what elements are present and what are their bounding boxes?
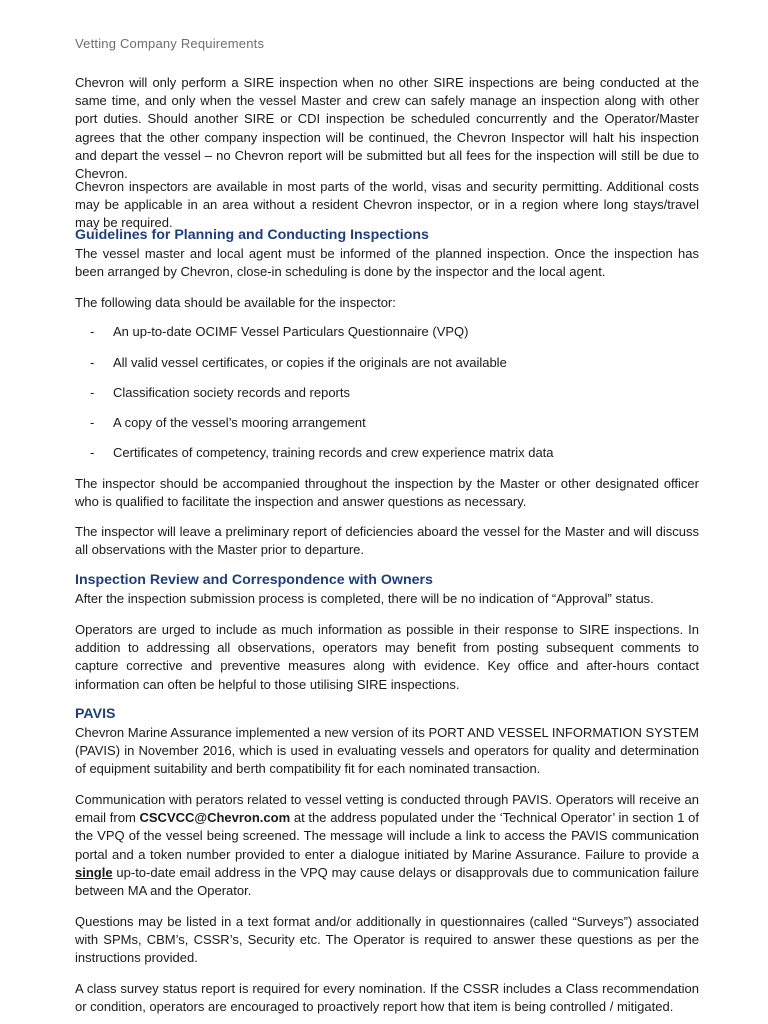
list-item-text: All valid vessel certificates, or copies if the originals are not available xyxy=(113,355,507,370)
intro-paragraph-1: Chevron will only perform a SIRE inspection when no other SIRE inspections are being conducted at the same time, and only when the vessel Master and crew can safely manage an inspection along with other port duties. Should another SIRE or CDI inspection be scheduled concurrently and the Operator/Master agrees that the other company inspection will be continued, the Chevron Inspector will halt his inspection and depart the vessel – no Chevron report will be submitted but all fees for the inspection will still be due to Chevron. xyxy=(75,75,699,182)
list-item xyxy=(90,323,468,341)
pavis-paragraph-2-part-2: at the address populated under the ‘Technical Operator’ in section 1 of the VPQ of the vessel being screened. The message will include a link to access the PAVIS communication portal and a token number provided to enter a dialogue initiated by Marine Assurance. Failure to provide a xyxy=(75,810,699,862)
list-item-text: A copy of the vessel’s mooring arrangement xyxy=(113,415,366,430)
list-item-text: Classification society records and reports xyxy=(113,385,350,400)
list-item xyxy=(90,444,554,462)
bullet-dash: - xyxy=(90,355,95,370)
list-item-text: An up-to-date OCIMF Vessel Particulars Questionnaire (VPQ) xyxy=(113,324,469,339)
guidelines-paragraph-4: The inspector will leave a preliminary report of deficiencies aboard the vessel for the Master and will discuss all observations with the Master prior to departure. xyxy=(75,524,699,558)
pavis-paragraph-2-part-3: up-to-date email address in the VPQ may cause delays or disapprovals due to communication failure between MA and the Operator. xyxy=(75,864,699,899)
guidelines-heading: Guidelines for Planning and Conducting Inspections xyxy=(75,227,429,243)
bullet-dash: - xyxy=(90,324,95,339)
list-item xyxy=(90,384,350,402)
pavis-paragraph-3: Questions may be listed in a text format and/or additionally in questionnaires (called “Surveys”) associated with SPMs, CBM’s, CSSR’s, Security etc. The Operator is required to answer these questions as per the instructions provided. xyxy=(75,914,699,966)
list-item xyxy=(90,414,366,432)
emphasis-single: single xyxy=(75,864,113,880)
pavis-paragraph-1: Chevron Marine Assurance implemented a new version of its PORT AND VESSEL INFORMATION SYSTEM (PAVIS) in November 2016, which is used in evaluating vessels and operators for quality and determination of equipment suitability and berth compatibility fit for each nominated transaction. xyxy=(75,725,699,777)
list-item xyxy=(90,354,507,372)
pavis-heading: PAVIS xyxy=(75,706,116,722)
guidelines-paragraph-2: The following data should be available for the inspector: xyxy=(75,295,396,310)
list-item-text: Certificates of competency, training records and crew experience matrix data xyxy=(113,445,554,460)
review-paragraph-2: Operators are urged to include as much information as possible in their response to SIRE inspections. In addition to addressing all observations, operators may benefit from posting subsequent comments to capture corrective and preventive measures along with evidence. Key office and after-hours contact information can often be helpful to those utilising SIRE inspections. xyxy=(75,622,699,692)
bullet-dash: - xyxy=(90,445,95,460)
pavis-paragraph-4: A class survey status report is required for every nomination. If the CSSR includes a Class recommendation or condition, operators are encouraged to proactively report how that item is being controlled / mitigated. xyxy=(75,981,699,1015)
contact-email: CSCVCC@Chevron.com xyxy=(139,810,291,826)
pavis-paragraph-2-part-1: Communication with perators related to vessel vetting is conducted through PAVIS. Operators will receive an email from xyxy=(75,792,699,826)
review-paragraph-1: After the inspection submission process is completed, there will be no indication of “Approval” status. xyxy=(75,591,654,606)
guidelines-paragraph-3: The inspector should be accompanied throughout the inspection by the Master or other designated officer who is qualified to facilitate the inspection and answer questions as necessary. xyxy=(75,476,699,510)
running-header: Vetting Company Requirements xyxy=(75,36,265,51)
bullet-dash: - xyxy=(90,385,95,400)
bullet-dash: - xyxy=(90,415,95,430)
guidelines-paragraph-1: The vessel master and local agent must be informed of the planned inspection. Once the inspection has been arranged by Chevron, close-in scheduling is done by the inspector and the local agent. xyxy=(75,246,699,280)
intro-paragraph-2: Chevron inspectors are available in most parts of the world, visas and security permitting. Additional costs may be applicable in an area without a resident Chevron inspector, or in a region where long stays/travel may be required. xyxy=(75,179,699,231)
pavis-paragraph-2 xyxy=(75,791,699,900)
review-heading: Inspection Review and Correspondence with Owners xyxy=(75,572,433,588)
